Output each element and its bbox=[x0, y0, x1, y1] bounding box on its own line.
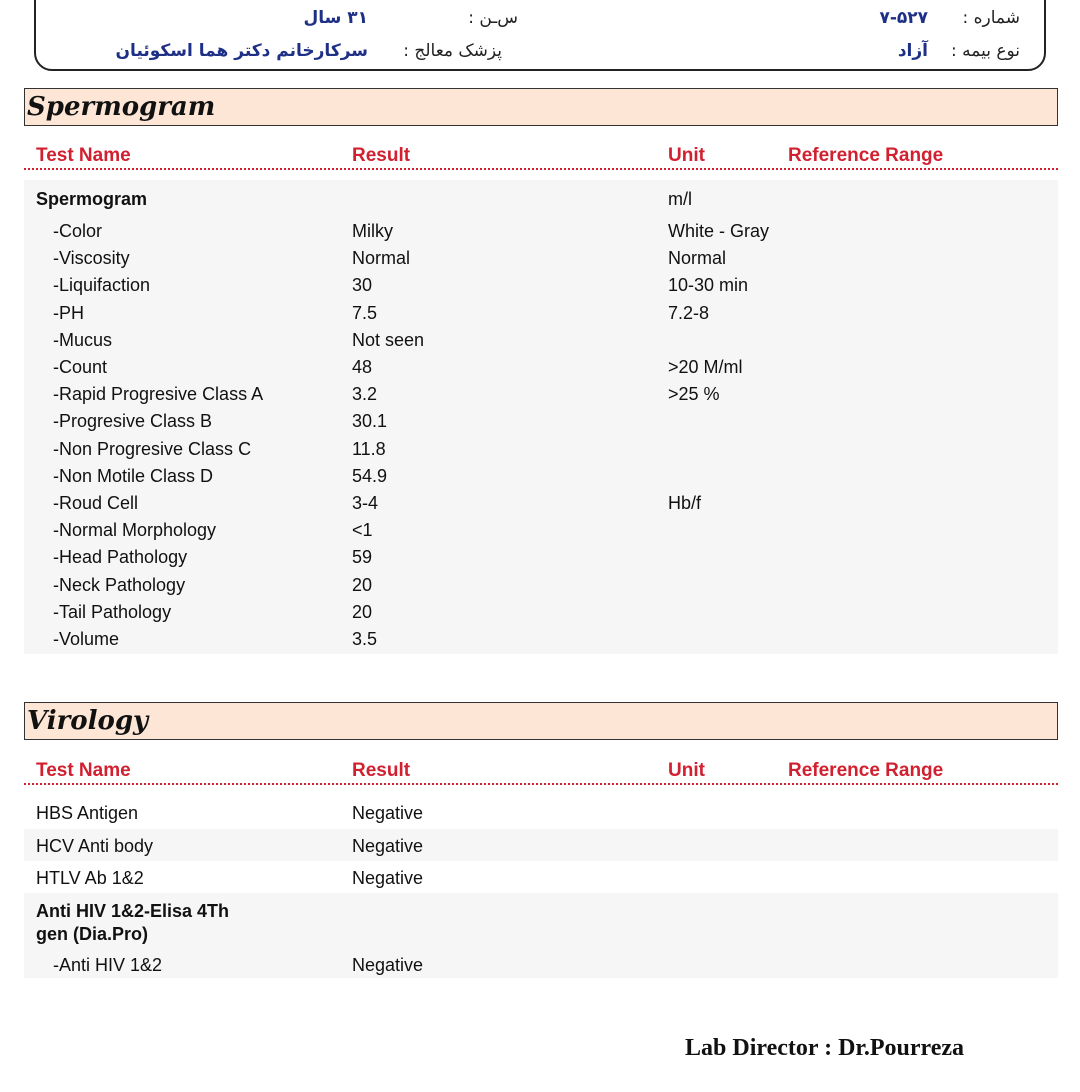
virology-col-test-name: Test Name bbox=[36, 760, 131, 781]
hiv-sub-row-name: -Anti HIV 1&2 bbox=[53, 955, 163, 975]
spermogram-row-name: -Count bbox=[53, 357, 108, 377]
spermogram-section-title: Spermogram bbox=[27, 92, 216, 122]
col-reference-range: Reference Range bbox=[788, 145, 944, 166]
spermogram-row-result: 11.8 bbox=[352, 439, 386, 459]
col-unit: Unit bbox=[668, 145, 705, 166]
spermogram-row-unit: >25 % bbox=[668, 384, 720, 404]
age-label: س‌ـن : bbox=[468, 8, 518, 28]
spermogram-row-result: 59 bbox=[352, 547, 373, 567]
spermogram-row-result: 54.9 bbox=[352, 466, 388, 486]
virology-row-result: Negative bbox=[352, 836, 424, 856]
spermogram-row-name: -Color bbox=[53, 221, 103, 241]
doctor-value: سرکارخانم دکتر هما اسکوئیان bbox=[115, 41, 368, 61]
spermogram-row-name: -Mucus bbox=[53, 330, 113, 350]
spermogram-row-result: 7.5 bbox=[352, 303, 378, 323]
number-label: شماره : bbox=[962, 8, 1020, 28]
spermogram-row-name: -Normal Morphology bbox=[53, 520, 217, 540]
number-value: ۷-۵۲۷ bbox=[879, 8, 928, 28]
spermogram-row-name: -Viscosity bbox=[53, 248, 130, 268]
virology-col-unit: Unit bbox=[668, 760, 705, 781]
header-divider bbox=[24, 168, 1058, 170]
spermogram-row-name: -Non Progresive Class C bbox=[53, 439, 252, 459]
spermogram-row-name: -Liquifaction bbox=[53, 275, 151, 295]
spermogram-row-unit: >20 M/ml bbox=[668, 357, 743, 377]
spermogram-row-unit: 7.2-8 bbox=[668, 303, 710, 323]
spermogram-section-bar bbox=[24, 88, 1058, 126]
virology-row-name: HCV Anti body bbox=[36, 836, 154, 856]
spermogram-row-result: 20 bbox=[352, 602, 373, 622]
virology-row-result: Negative bbox=[352, 868, 424, 888]
virology-row-shade bbox=[24, 829, 1058, 861]
spermogram-row-name: -Non Motile Class D bbox=[53, 466, 214, 486]
lab-director-signature: Lab Director : Dr.Pourreza bbox=[685, 1035, 965, 1061]
hiv-sub-row-result: Negative bbox=[352, 955, 424, 975]
virology-section-bar bbox=[24, 702, 1058, 740]
insurance-label: نوع بیمه : bbox=[951, 41, 1020, 61]
col-test-name: Test Name bbox=[36, 145, 131, 166]
spermogram-row-result: Not seen bbox=[352, 330, 425, 350]
spermogram-row-name: -Neck Pathology bbox=[53, 575, 186, 595]
doctor-label: پزشک معالج : bbox=[403, 41, 502, 61]
spermogram-row-result: 3-4 bbox=[352, 493, 379, 513]
virology-row-name: HBS Antigen bbox=[36, 803, 139, 823]
spermogram-group-unit: m/l bbox=[668, 189, 692, 209]
spermogram-row-result: 30.1 bbox=[352, 411, 388, 431]
hiv-group-name-line1: Anti HIV 1&2-Elisa 4Th bbox=[36, 901, 230, 921]
spermogram-row-result: Normal bbox=[352, 248, 411, 268]
spermogram-row-name: -Roud Cell bbox=[53, 493, 139, 513]
spermogram-row-name: -PH bbox=[53, 303, 84, 323]
virology-header-divider bbox=[24, 783, 1058, 785]
virology-section-title: Virology bbox=[27, 706, 149, 736]
spermogram-row-unit: Hb/f bbox=[668, 493, 702, 513]
virology-col-reference-range: Reference Range bbox=[788, 760, 944, 781]
spermogram-row-name: -Head Pathology bbox=[53, 547, 188, 567]
spermogram-row-result: Milky bbox=[352, 221, 393, 241]
virology-col-result: Result bbox=[352, 760, 411, 781]
spermogram-row-result: 3.5 bbox=[352, 629, 378, 649]
hiv-group-name-line2: gen (Dia.Pro) bbox=[36, 924, 149, 944]
spermogram-row-result: 20 bbox=[352, 575, 373, 595]
col-result: Result bbox=[352, 145, 411, 166]
spermogram-row-unit: White - Gray bbox=[668, 221, 770, 241]
virology-row-name: HTLV Ab 1&2 bbox=[36, 868, 144, 888]
spermogram-row-result: 30 bbox=[352, 275, 373, 295]
spermogram-row-result: 3.2 bbox=[352, 384, 378, 404]
spermogram-row-result: <1 bbox=[352, 520, 373, 540]
spermogram-row-unit: 10-30 min bbox=[668, 275, 749, 295]
spermogram-row-name: -Volume bbox=[53, 629, 120, 649]
spermogram-group-name: Spermogram bbox=[36, 189, 148, 209]
spermogram-row-name: -Rapid Progresive Class A bbox=[53, 384, 264, 404]
spermogram-row-unit: Normal bbox=[668, 248, 727, 268]
spermogram-row-result: 48 bbox=[352, 357, 373, 377]
age-value: ۳۱ سال bbox=[303, 8, 368, 28]
insurance-value: آزاد bbox=[897, 41, 928, 61]
virology-row-result: Negative bbox=[352, 803, 424, 823]
spermogram-row-name: -Progresive Class B bbox=[53, 411, 213, 431]
spermogram-row-name: -Tail Pathology bbox=[53, 602, 172, 622]
